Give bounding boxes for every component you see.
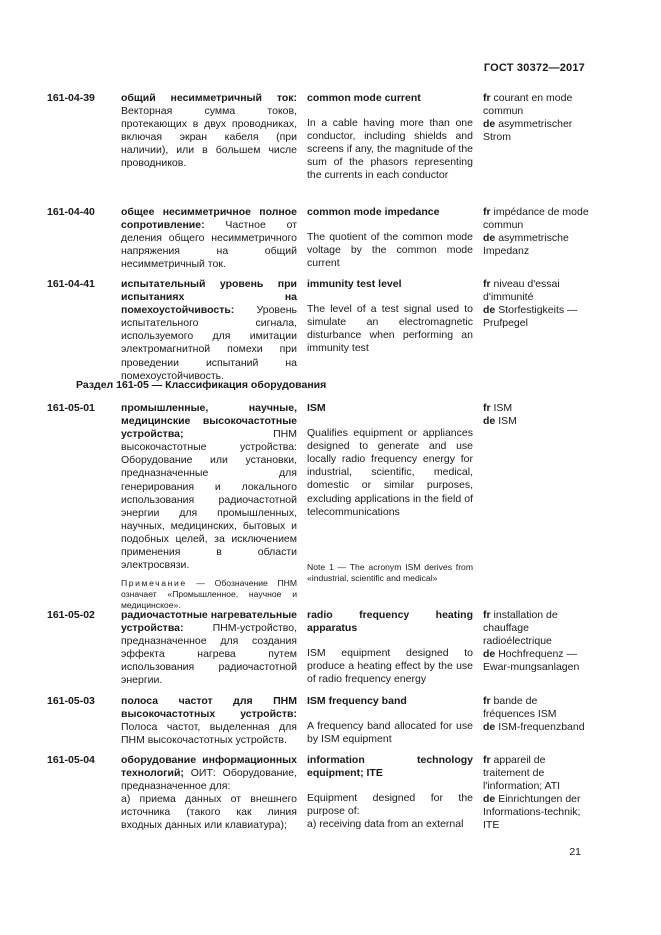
section-title: Раздел 161-05 — Классификация оборудования <box>76 379 327 391</box>
german-equivalent: de asymmetrische Impedanz <box>483 232 569 258</box>
fr-de-column <box>483 609 591 674</box>
entry-number: 161-04-40 <box>47 206 95 218</box>
english-term: common mode impedance <box>307 206 440 218</box>
entry-number: 161-05-02 <box>47 609 95 621</box>
english-term: radio frequency heating apparatus <box>307 609 473 635</box>
english-definition: The level of a test signal used to simulate an electromagnetic disturbance when performing an immunity test <box>307 303 473 355</box>
entry-number: 161-05-03 <box>47 695 95 707</box>
russian-column <box>121 206 297 271</box>
fr-de-column <box>483 206 591 258</box>
english-column <box>307 695 473 746</box>
english-definition: The quotient of the common mode voltage by the common mode current <box>307 231 473 270</box>
russian-list-item: а) приема данных от внешнего источника (такого как линия входных данных или клавиатура); <box>121 793 297 832</box>
russian-definition: Векторная сумма токов, протекающих в двух проводниках, включая экран кабеля (при наличии), или в большем числе проводников. <box>121 105 297 170</box>
russian-column <box>121 754 297 833</box>
german-equivalent: de Storfestigkeits — Prufpegel <box>483 304 578 330</box>
page-header-standard: ГОСТ 30372—2017 <box>483 62 585 74</box>
english-term: common mode current <box>307 92 421 104</box>
french-equivalent: fr niveau d'essai d'immunité <box>483 278 560 304</box>
russian-term: полоса частот для ПНМ высокочастотных устройств: <box>121 695 297 721</box>
english-term: information technology equipment; ITE <box>307 754 473 780</box>
german-equivalent: de asymmetrischer Strom <box>483 118 573 144</box>
english-column <box>307 402 473 584</box>
english-definition: A frequency band allocated for use by ISM equipment <box>307 720 473 746</box>
russian-column <box>121 695 297 747</box>
french-equivalent: fr impédance de mode commun <box>483 206 589 232</box>
entry-number: 161-05-04 <box>47 754 95 766</box>
russian-definition: ОИТ: Оборудование, предназначенное для: <box>121 767 297 793</box>
english-column <box>307 609 473 686</box>
fr-de-column <box>483 402 591 428</box>
russian-term: общий несимметричный ток: <box>121 92 297 104</box>
french-equivalent: fr ISM <box>483 402 513 414</box>
russian-term: радиочастотные нагревательные устройства: <box>121 609 297 635</box>
russian-term: оборудование информационных технологий; <box>121 754 297 780</box>
page-number: 21 <box>569 846 581 858</box>
russian-column <box>121 402 297 611</box>
russian-definition: Уровень испытательного сигнала, используемого для имитации электромагнитной помехи при проведении испытаний на помехоустойчивость. <box>121 304 297 382</box>
french-equivalent: fr bande de fréquences ISM <box>483 695 557 721</box>
fr-de-column <box>483 695 591 734</box>
english-term: immunity test level <box>307 278 402 290</box>
english-column <box>307 754 473 831</box>
english-term: ISM <box>307 402 326 414</box>
english-definition: Equipment designed for the purpose of: <box>307 792 473 818</box>
entry-number: 161-05-01 <box>47 402 95 414</box>
entry-number: 161-04-41 <box>47 278 95 290</box>
english-definition: In a cable having more than one conductor, including shields and screens if any, the magnitude of the sum of the phasors representing the currents in each conductor <box>307 117 473 182</box>
german-equivalent: de ISM-frequenzband <box>483 721 585 734</box>
russian-term: промышленные, научные, медицинские высокочастотные устройства; <box>121 402 297 441</box>
english-definition: Qualifies equipment or appliances designed to generate and use locally radio frequency energy for industrial, scientific, medical, domestic or similar purposes, excluding applications in the field of telecommunications <box>307 427 473 518</box>
russian-definition: ПНМ высокочастотные устройства: Оборудование или установки, предназначенные для генерирования и локального использования радиочастотной энергии для промышленных, научных, медицинских, бытовых и подобных целей, за исключением применения в области электросвязи. <box>121 428 297 572</box>
german-equivalent: de Einrichtungen der Informations-technik; ITE <box>483 793 581 832</box>
fr-de-column <box>483 278 591 330</box>
english-note: Note 1 — The acronym ISM derives from «industrial, scientific and medical» <box>307 561 473 583</box>
russian-note: Примечание — Обозначение ПНМ означает «Промышленное, научное и медицинское». <box>121 578 297 611</box>
french-equivalent: fr installation de chauffage radioélectrique <box>483 609 558 648</box>
russian-term: общее несимметричное полное сопротивление: <box>121 206 297 232</box>
english-definition: ISM equipment designed to produce a heating effect by the use of radio frequency energy <box>307 647 473 686</box>
russian-column <box>121 92 297 171</box>
english-list-item: a) receiving data from an external <box>307 818 464 831</box>
english-column <box>307 206 473 270</box>
russian-definition: ПНМ-устройство, предназначенное для создания эффекта нагрева путем использования радиочастотной энергии. <box>121 622 297 687</box>
russian-term: испытательный уровень при испытаниях на помехоустойчивость: <box>121 278 297 317</box>
russian-definition: Полоса частот, выделенная для ПНМ высокочастотных устройств. <box>121 721 297 747</box>
fr-de-column <box>483 92 591 144</box>
german-equivalent: de ISM <box>483 415 517 428</box>
english-term: ISM frequency band <box>307 695 407 707</box>
french-equivalent: fr courant en mode commun <box>483 92 573 118</box>
russian-column <box>121 278 297 383</box>
entry-number: 161-04-39 <box>47 92 95 104</box>
english-column <box>307 278 473 355</box>
german-equivalent: de Hochfrequenz — Ewar-mungsanlagen <box>483 648 580 674</box>
fr-de-column <box>483 754 591 833</box>
russian-definition: Частное от деления общего несимметричного напряжения на общий несимметричный ток. <box>121 219 297 271</box>
french-equivalent: fr appareil de traitement de l'information; ATI <box>483 754 561 793</box>
english-column <box>307 92 473 183</box>
russian-column <box>121 609 297 688</box>
